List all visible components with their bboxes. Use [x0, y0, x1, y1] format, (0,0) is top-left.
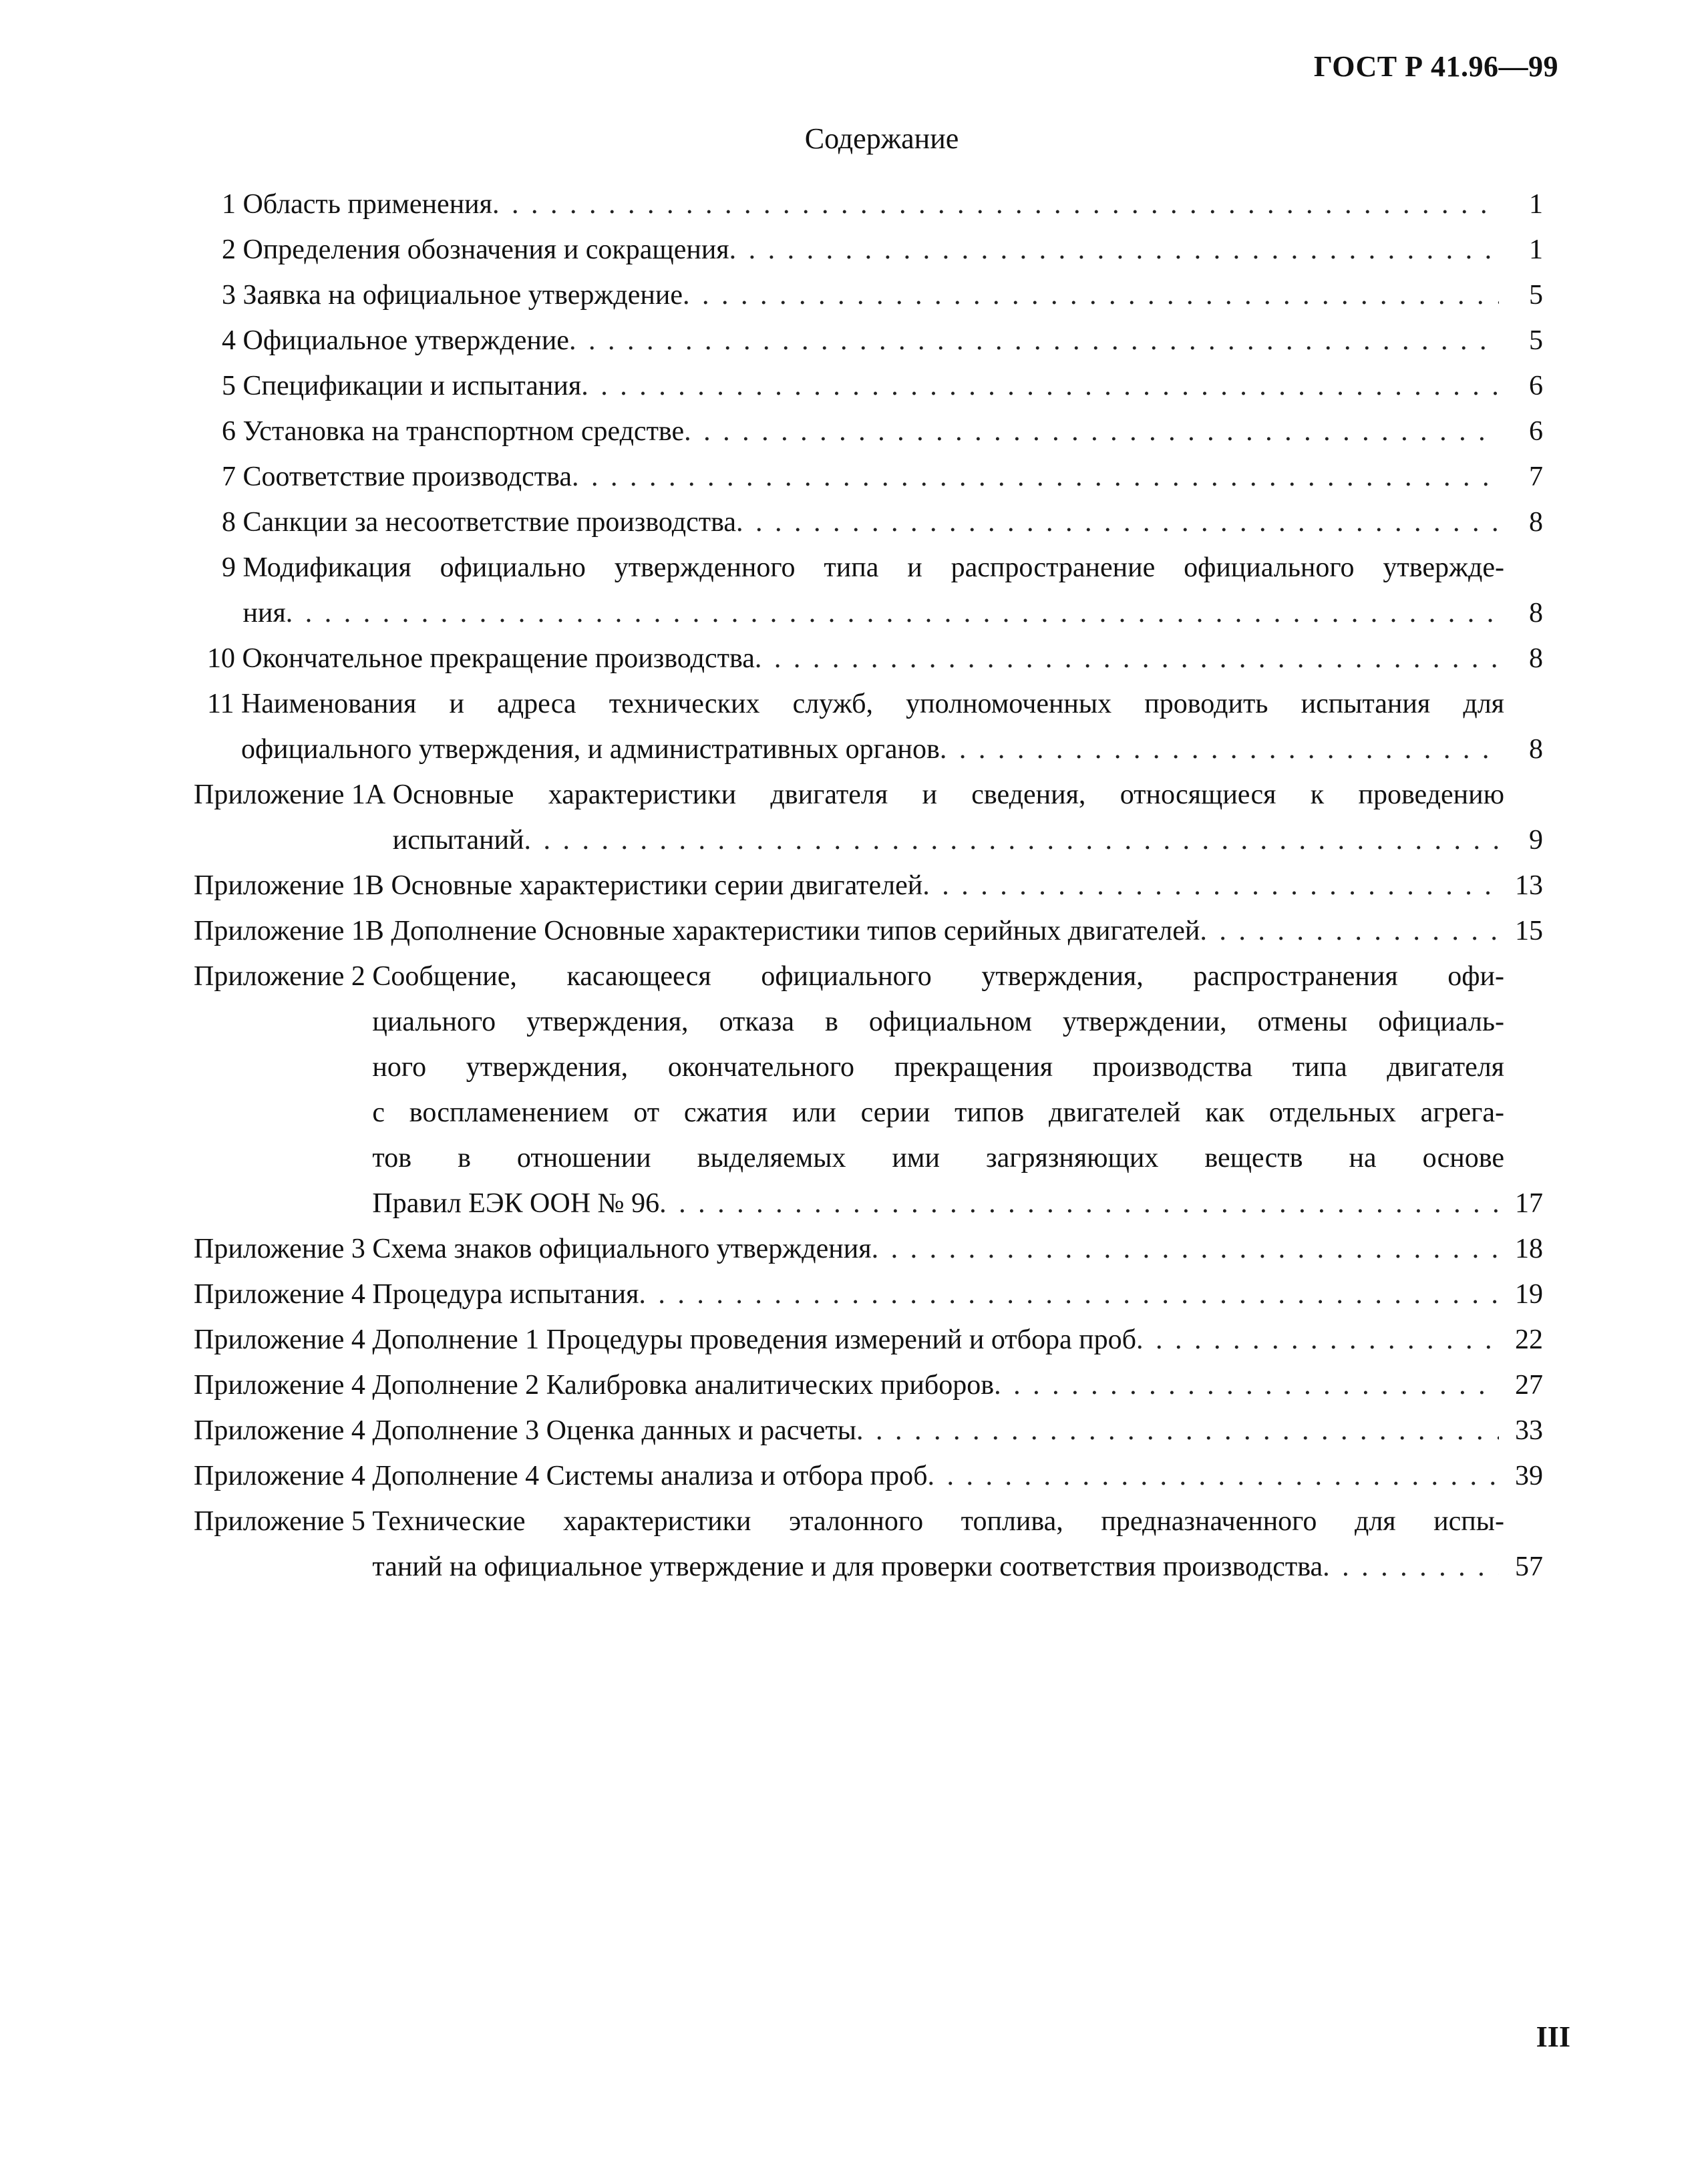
- toc-entry[interactable]: [194, 1408, 1543, 1453]
- toc-entry[interactable]: [200, 318, 1543, 363]
- toc-entry-title: Основные характеристики типов серийных двигателей: [544, 916, 1200, 946]
- toc-entry-page: 5: [1529, 280, 1543, 311]
- toc-entry-title: Наименования и адреса технических служб, уполномоченных проводить испытания для: [240, 689, 1504, 719]
- toc-entry-page: 6: [1529, 371, 1543, 401]
- toc-entry-number: Приложение 1В: [194, 870, 391, 901]
- toc-entry-page: 39: [1515, 1461, 1543, 1491]
- toc-entry[interactable]: [194, 1362, 1543, 1408]
- dot-leader: [683, 272, 1499, 318]
- dot-leader: [922, 863, 1499, 908]
- toc-entry-title: Модификация официально утвержденного типа и распространение официального утвержде-: [242, 552, 1504, 583]
- toc-entry-number: Приложение 4 Дополнение 1: [194, 1324, 546, 1355]
- toc-entry[interactable]: [200, 182, 1543, 227]
- toc-entry-title: Официальное утверждение: [242, 325, 569, 356]
- toc-entry-number: 7: [222, 462, 243, 492]
- toc-entry[interactable]: [200, 636, 1543, 681]
- toc-entry-number: 6: [222, 416, 243, 447]
- toc-entry[interactable]: [194, 863, 1543, 908]
- toc-entry-number: 9: [222, 552, 243, 583]
- toc-entry-title: Калибровка аналитических приборов: [546, 1370, 995, 1401]
- toc-entry-title: официального утверждения, и административных органов: [240, 734, 940, 765]
- toc-entry[interactable]: [194, 1499, 1543, 1590]
- toc-entry[interactable]: [194, 1453, 1543, 1499]
- dot-leader: [1136, 1317, 1499, 1362]
- toc-entry-title: Системы анализа и отбора проб: [546, 1461, 928, 1491]
- toc-entry-page: 8: [1529, 734, 1543, 765]
- table-of-contents: [194, 182, 1543, 1590]
- dot-leader: [736, 500, 1499, 545]
- toc-entry-title: Схема знаков официального утверждения: [372, 1234, 872, 1264]
- toc-entry-title: Заявка на официальное утверждение: [242, 280, 683, 311]
- toc-entry-title: Область применения: [242, 189, 492, 220]
- toc-entry-page: 13: [1515, 870, 1543, 901]
- dot-leader: [492, 182, 1499, 227]
- toc-entry[interactable]: [194, 1226, 1543, 1272]
- toc-entry-number: 2: [222, 234, 243, 265]
- toc-entry-title: Правил ЕЭК ООН № 96: [372, 1188, 660, 1219]
- page-number: III: [1536, 2020, 1570, 2053]
- dot-leader: [940, 727, 1499, 772]
- toc-entry-title: ного утверждения, окончательного прекращения производства типа двигателя: [372, 1052, 1504, 1083]
- toc-entry-title: Сообщение, касающееся официального утверждения, распространения офи-: [372, 961, 1504, 992]
- toc-entry-number: Приложение 1В Дополнение: [194, 916, 544, 946]
- toc-entry-number: Приложение 5: [194, 1506, 373, 1537]
- dot-leader: [639, 1272, 1499, 1317]
- dot-leader: [569, 318, 1499, 363]
- toc-entry-number: 4: [222, 325, 243, 356]
- toc-entry-title: Основные характеристики двигателя и сведения, относящиеся к проведению: [392, 779, 1504, 810]
- toc-entry-number: 3: [222, 280, 243, 311]
- toc-entry[interactable]: [200, 454, 1543, 500]
- toc-entry-page: 18: [1515, 1234, 1543, 1264]
- toc-entry-page: 57: [1515, 1552, 1543, 1582]
- dot-leader: [755, 636, 1499, 681]
- dot-leader: [928, 1453, 1499, 1499]
- toc-entry-title: Установка на транспортном средстве: [242, 416, 685, 447]
- toc-entry-page: 8: [1529, 598, 1543, 628]
- toc-entry-number: Приложение 4 Дополнение 4: [194, 1461, 546, 1491]
- dot-leader: [1323, 1544, 1499, 1590]
- toc-entry-title: Технические характеристики эталонного топлива, предназначенного для испы-: [372, 1506, 1504, 1537]
- toc-entry-number: Приложение 4 Дополнение 3: [194, 1415, 546, 1446]
- toc-entry-number: Приложение 4: [194, 1279, 373, 1310]
- dot-leader: [684, 409, 1499, 454]
- toc-entry-page: 17: [1515, 1188, 1543, 1219]
- toc-entry-page: 1: [1529, 234, 1543, 265]
- toc-entry-number: Приложение 2: [194, 961, 373, 992]
- toc-entry-title: ния: [242, 598, 286, 628]
- dot-leader: [729, 227, 1499, 272]
- toc-entry-number: 8: [222, 507, 243, 538]
- toc-entry-page: 8: [1529, 507, 1543, 538]
- toc-entry[interactable]: [200, 409, 1543, 454]
- toc-entry[interactable]: [200, 681, 1543, 772]
- toc-entry[interactable]: [194, 1317, 1543, 1362]
- toc-entry-page: 27: [1515, 1370, 1543, 1401]
- toc-entry-title: Окончательное прекращение производства: [242, 643, 755, 674]
- toc-entry-page: 7: [1529, 462, 1543, 492]
- toc-entry-title: Процедуры проведения измерений и отбора проб: [546, 1324, 1136, 1355]
- dot-leader: [572, 454, 1499, 500]
- toc-entry-number: Приложение 1А: [194, 779, 393, 810]
- toc-entry-title: испытаний: [392, 825, 524, 856]
- toc-entry-page: 22: [1515, 1324, 1543, 1355]
- toc-entry-number: Приложение 4 Дополнение 2: [194, 1370, 546, 1401]
- toc-entry-number: Приложение 3: [194, 1234, 373, 1264]
- toc-entry-title: таний на официальное утверждение и для проверки соответствия производства: [372, 1552, 1323, 1582]
- toc-entry-title: Спецификации и испытания: [242, 371, 582, 401]
- toc-entry[interactable]: [194, 954, 1543, 1226]
- dot-leader: [524, 817, 1499, 863]
- contents-heading: Содержание: [804, 122, 959, 155]
- dot-leader: [581, 363, 1499, 409]
- toc-entry-page: 6: [1529, 416, 1543, 447]
- toc-entry[interactable]: [200, 227, 1543, 272]
- toc-entry-title: Процедура испытания: [372, 1279, 639, 1310]
- toc-entry-number: 1: [222, 189, 243, 220]
- toc-entry-title: Оценка данных и расчеты: [546, 1415, 856, 1446]
- toc-entry[interactable]: [194, 772, 1543, 863]
- toc-entry-title: Соответствие производства: [242, 462, 572, 492]
- dot-leader: [856, 1408, 1499, 1453]
- toc-entry[interactable]: [194, 1272, 1543, 1317]
- toc-entry-number: 5: [222, 371, 243, 401]
- toc-entry-title: с воспламенением от сжатия или серии типов двигателей как отдельных агрега-: [372, 1097, 1504, 1128]
- toc-entry-page: 8: [1529, 643, 1543, 674]
- dot-leader: [659, 1181, 1499, 1226]
- toc-entry-title: Определения обозначения и сокращения: [242, 234, 729, 265]
- toc-entry[interactable]: [200, 272, 1543, 318]
- document-code: ГОСТ Р 41.96—99: [1313, 50, 1558, 83]
- toc-entry-number: 11: [207, 689, 241, 719]
- toc-entry[interactable]: [200, 545, 1543, 636]
- toc-entry[interactable]: [200, 363, 1543, 409]
- toc-entry-page: 1: [1529, 189, 1543, 220]
- toc-entry[interactable]: [200, 500, 1543, 545]
- toc-entry-page: 9: [1529, 825, 1543, 856]
- dot-leader: [286, 590, 1499, 636]
- dot-leader: [1200, 908, 1499, 954]
- toc-entry-page: 5: [1529, 325, 1543, 356]
- toc-entry-page: 15: [1515, 916, 1543, 946]
- toc-entry-title: Санкции за несоответствие производства: [242, 507, 737, 538]
- dot-leader: [994, 1362, 1499, 1408]
- toc-entry[interactable]: [194, 908, 1543, 954]
- toc-entry-title: циального утверждения, отказа в официальном утверждении, отмены официаль-: [372, 1007, 1504, 1037]
- toc-entry-page: 33: [1515, 1415, 1543, 1446]
- toc-entry-title: тов в отношении выделяемых ими загрязняющих веществ на основе: [372, 1143, 1504, 1173]
- toc-entry-number: 10: [207, 643, 242, 674]
- dot-leader: [872, 1226, 1499, 1272]
- toc-entry-page: 19: [1515, 1279, 1543, 1310]
- toc-entry-title: Основные характеристики серии двигателей: [391, 870, 923, 901]
